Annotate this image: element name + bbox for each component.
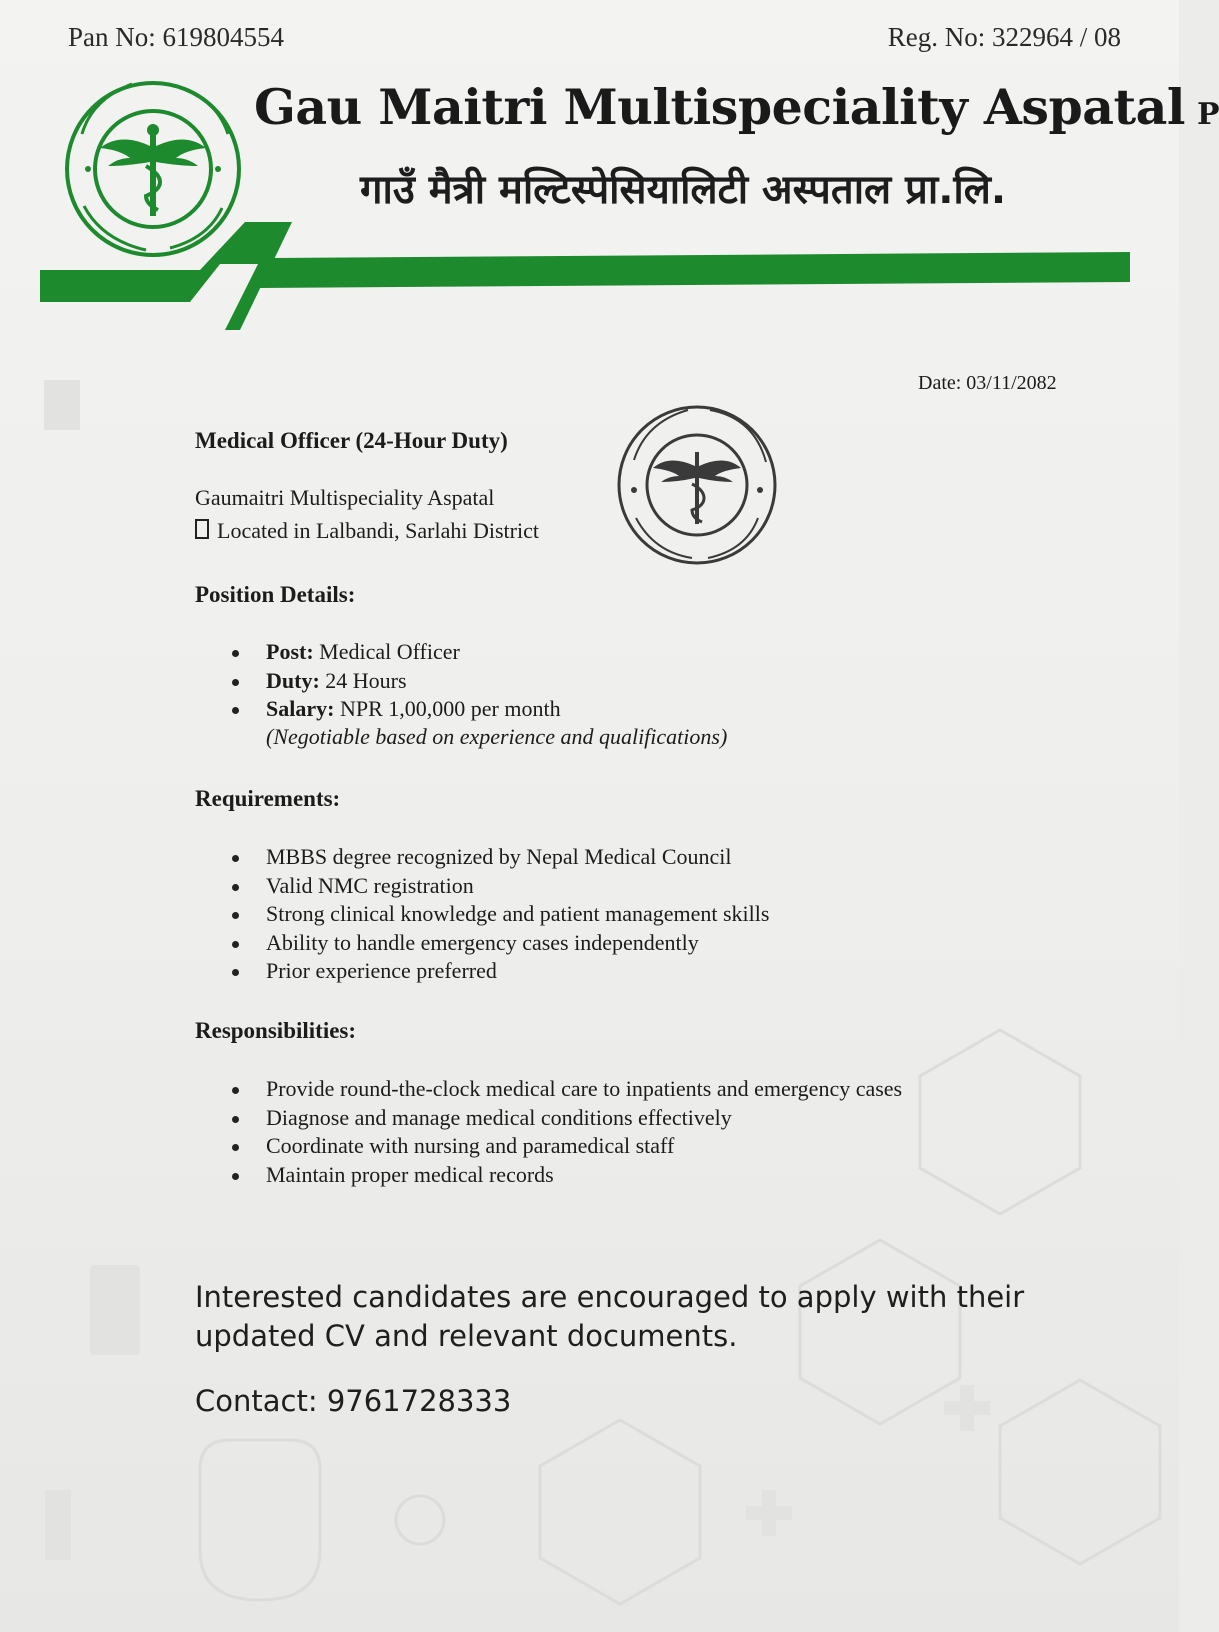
bullet-icon <box>232 707 239 714</box>
position-details-heading: Position Details: <box>195 582 356 607</box>
bullet-icon <box>232 1144 239 1151</box>
responsibilities-list <box>228 1075 902 1189</box>
bullet-icon <box>232 884 239 891</box>
bullet-icon <box>232 912 239 919</box>
bullet-icon <box>232 855 239 862</box>
list-item: MBBS degree recognized by Nepal Medical Council <box>228 843 769 872</box>
list-item: Diagnose and manage medical conditions effectively <box>228 1104 902 1133</box>
location-line <box>195 518 539 544</box>
job-title: Medical Officer (24-Hour Duty) <box>195 428 508 453</box>
responsibilities-heading: Responsibilities: <box>195 1018 357 1043</box>
list-item: Salary: NPR 1,00,000 per month <box>228 695 561 724</box>
contact-number: Contact: 9761728333 <box>195 1384 512 1418</box>
hospital-name-nepali: गाउँ मैत्री मल्टिस्पेसियालिटी अस्पताल प्रा.लि. <box>360 167 1007 213</box>
list-item: Strong clinical knowledge and patient management skills <box>228 900 769 929</box>
position-details-list <box>228 638 561 724</box>
list-item: Provide round-the-clock medical care to inpatients and emergency cases <box>228 1075 902 1104</box>
location-text: Located in Lalbandi, Sarlahi District <box>217 518 539 543</box>
bullet-icon <box>232 1116 239 1123</box>
bullet-icon <box>232 941 239 948</box>
list-item: Coordinate with nursing and paramedical staff <box>228 1132 902 1161</box>
organization-name: Gaumaitri Multispeciality Aspatal <box>195 485 495 510</box>
list-item: Valid NMC registration <box>228 872 769 901</box>
list-item: Post: Medical Officer <box>228 638 561 667</box>
hospital-name-english: Gau Maitri Multispeciality Aspatal P <box>254 78 1219 136</box>
missing-glyph-icon <box>195 519 209 539</box>
header-green-banner <box>40 220 1130 350</box>
caduceus-stamp-icon <box>612 400 782 570</box>
application-call-to-action: Interested candidates are encouraged to apply with their updated CV and relevant documents. <box>195 1280 1025 1353</box>
registration-number: Reg. No: 322964 / 08 <box>887 22 1121 52</box>
bullet-icon <box>232 1173 239 1180</box>
requirements-heading: Requirements: <box>195 786 341 811</box>
hospital-name-suffix: P <box>1196 97 1219 132</box>
pan-number: Pan No: 619804554 <box>68 22 284 52</box>
requirements-list <box>228 843 769 986</box>
bullet-icon <box>232 650 239 657</box>
list-item: Maintain proper medical records <box>228 1161 902 1190</box>
bullet-icon <box>232 679 239 686</box>
salary-note: (Negotiable based on experience and qualifications) <box>266 724 728 749</box>
bullet-icon <box>232 1087 239 1094</box>
notice-date: Date: 03/11/2082 <box>918 372 1057 394</box>
list-item: Ability to handle emergency cases independently <box>228 929 769 958</box>
list-item: Prior experience preferred <box>228 957 769 986</box>
list-item: Duty: 24 Hours <box>228 667 561 696</box>
bullet-icon <box>232 969 239 976</box>
